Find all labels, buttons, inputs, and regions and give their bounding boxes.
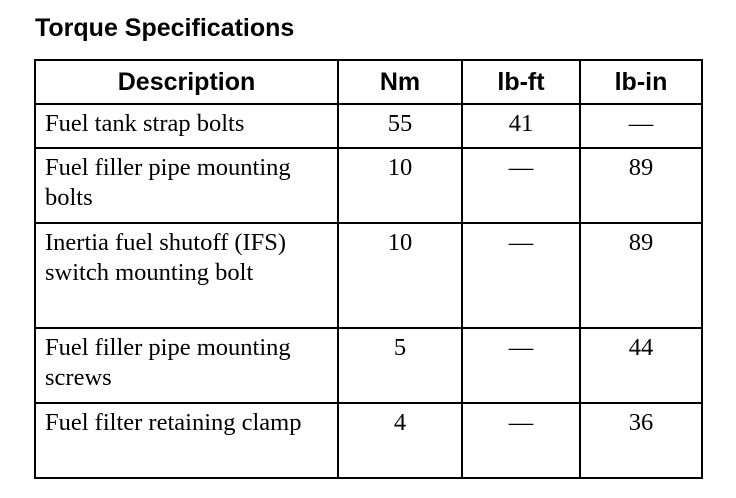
table-row [35, 148, 702, 223]
torque-spec-table [34, 59, 703, 479]
table-header-row [35, 60, 702, 104]
cell-nm: 4 [338, 403, 462, 478]
cell-lb-in: 89 [580, 223, 702, 328]
page-title: Torque Specifications [35, 14, 295, 42]
column-header-description: Description [35, 60, 338, 104]
cell-lb-in: — [580, 104, 702, 148]
column-header-lb-in: lb-in [580, 60, 702, 104]
cell-lb-ft: — [462, 148, 580, 223]
cell-description: Fuel filter retaining clamp [35, 403, 338, 478]
cell-description: Fuel filler pipe mounting screws [35, 328, 338, 403]
cell-lb-ft: 41 [462, 104, 580, 148]
cell-nm: 55 [338, 104, 462, 148]
cell-description: Fuel tank strap bolts [35, 104, 338, 148]
cell-lb-in: 36 [580, 403, 702, 478]
cell-lb-ft: — [462, 223, 580, 328]
cell-lb-ft: — [462, 403, 580, 478]
cell-description: Inertia fuel shutoff (IFS) switch mounting bolt [35, 223, 338, 328]
cell-nm: 5 [338, 328, 462, 403]
table-row [35, 104, 702, 148]
table-row [35, 223, 702, 328]
cell-lb-ft: — [462, 328, 580, 403]
column-header-lb-ft: lb-ft [462, 60, 580, 104]
cell-description: Fuel filler pipe mounting bolts [35, 148, 338, 223]
cell-lb-in: 44 [580, 328, 702, 403]
table-row [35, 328, 702, 403]
table-row [35, 403, 702, 478]
cell-nm: 10 [338, 148, 462, 223]
cell-nm: 10 [338, 223, 462, 328]
column-header-nm: Nm [338, 60, 462, 104]
cell-lb-in: 89 [580, 148, 702, 223]
